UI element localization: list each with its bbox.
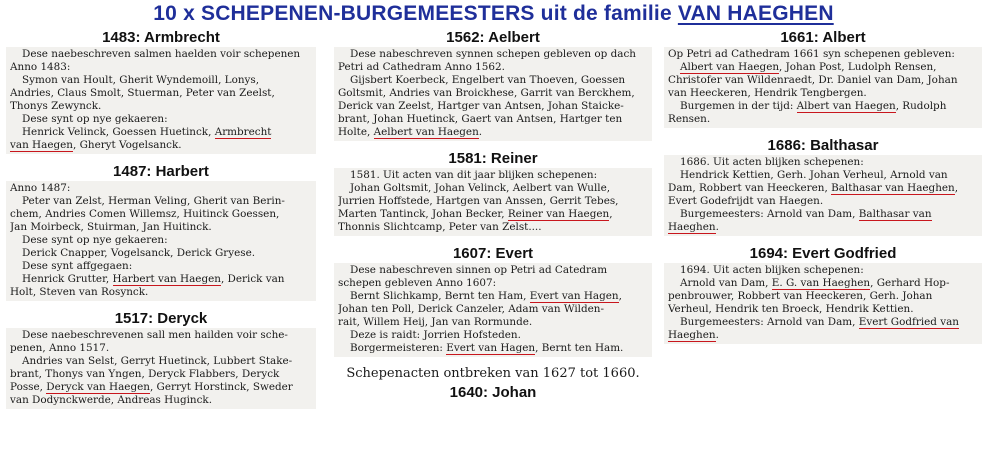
text-line: penen, Anno 1517.: [10, 342, 110, 354]
section-1661: [664, 28, 982, 128]
underlined-name: Armbrecht: [214, 126, 272, 138]
underlined-name: van Haegen: [10, 139, 73, 151]
missing-records-note: Schepenacten ontbreken van 1627 tot 1660.: [346, 366, 640, 381]
text-line: brant, Thonys van Yngen, Deryck Flabbers, Deryck: [10, 368, 280, 380]
text-line: [668, 221, 978, 234]
text-line: [668, 61, 978, 74]
text-line: Johan ten Poll, Derick Canzeler, Adam van Wilden-: [338, 303, 604, 315]
section-heading: 1483: Armbrecht: [102, 29, 220, 46]
text-line: penbrouwer, Robbert van Heeckeren, Gerh. Johan: [668, 290, 933, 302]
section-heading: 1562: Aelbert: [446, 29, 540, 46]
text-line: Dese naebeschrevenen sall men hailden voir sche-: [22, 329, 288, 341]
text-part: Burgemeesters: Arnold van Dam,: [680, 316, 859, 328]
text-line: 1686. Uit acten blijken schepenen:: [680, 156, 864, 168]
section-1487: [6, 162, 316, 301]
text-part: ,: [954, 182, 959, 194]
text-line: [668, 208, 978, 221]
text-part: Dam, Robbert van Heeckeren,: [668, 182, 832, 194]
text-line: Evert Godefrijdt van Haegen.: [668, 195, 824, 207]
underlined-name: Harbert van Haegen: [112, 273, 221, 285]
text-line: Johan Goltsmit, Johan Velinck, Aelbert van Wulle,: [350, 182, 611, 194]
underlined-name: Haeghen: [668, 329, 716, 341]
underlined-name: Evert Godfried van: [858, 316, 960, 328]
text-line: Dese synt affgegaen:: [22, 260, 133, 272]
text-line: Rensen.: [668, 113, 711, 125]
text-line: [668, 100, 978, 113]
text-line: Symon van Hoult, Gherit Wyndemoill, Lonys,: [22, 74, 260, 86]
underlined-name: Albert van Haegen: [796, 100, 896, 112]
column-middle: [334, 28, 652, 402]
underlined-name: Reiner van Haegen: [507, 208, 610, 220]
text-part: ,: [618, 290, 622, 302]
scanned-excerpt: [334, 47, 652, 141]
section-heading: 1607: Evert: [452, 245, 534, 262]
scanned-excerpt: [664, 155, 982, 236]
text-line: van Heeckeren, Hendrik Tengbergen.: [668, 87, 867, 99]
scanned-excerpt: [664, 47, 982, 128]
text-line: [668, 329, 978, 342]
text-part: , Rudolph: [895, 100, 947, 112]
text-line: Op Petri ad Cathedram 1661 syn schepenen gebleven:: [668, 48, 955, 60]
text-line: Dese naebeschreven salmen haelden voir schepenen: [22, 48, 301, 60]
text-part: Borgermeisteren:: [350, 342, 447, 354]
text-line: Derick van Zeelst, Hartger van Antsen, Johan Staicke-: [338, 100, 624, 112]
text-line: Thonnis Slichtcamp, Peter van Zelst....: [338, 221, 542, 233]
underlined-name: E. G. van Haeghen: [771, 277, 871, 289]
text-part: , Derick van: [220, 273, 285, 285]
text-line: 1694. Uit acten blijken schepenen:: [680, 264, 864, 276]
text-line: Andries van Selst, Gerryt Huetinck, Lubbert Stake-: [22, 355, 293, 367]
scanned-excerpt: [6, 181, 316, 301]
text-line: [668, 277, 978, 290]
underlined-name: Deryck van Haegen: [46, 381, 150, 393]
text-line: Jurrien Hoffstede, Hartgen van Anssen, Gerrit Tebes,: [338, 195, 619, 207]
section-heading: 1694: Evert Godfried: [749, 245, 897, 262]
text-line: Andries, Claus Smolt, Stuerman, Peter van Zeelst,: [10, 87, 275, 99]
text-line: chem, Andries Comen Willemsz, Huitinck Goessen,: [10, 208, 280, 220]
text-line: Deze is raidt: Jorrien Hofsteden.: [350, 329, 521, 341]
text-line: Thonys Zewynck.: [10, 100, 102, 112]
underlined-name: Aelbert van Haegen: [373, 126, 479, 138]
column-right: [664, 28, 982, 344]
underlined-name: Balthasar van Haeghen: [831, 182, 955, 194]
scanned-excerpt: [334, 168, 652, 236]
text-part: Burgemeesters: Arnold van Dam,: [680, 208, 859, 220]
underlined-name: Evert van Hagen: [529, 290, 619, 302]
section-1517: [6, 309, 316, 409]
text-line: [668, 182, 978, 195]
text-line: Dese synt op nye gekaeren:: [22, 113, 168, 125]
underlined-name: Haeghen: [668, 221, 716, 233]
text-part: Henrick Velinck, Goessen Huetinck,: [22, 126, 215, 138]
section-1581: [334, 149, 652, 236]
text-line: Petri ad Cathedram Anno 1562.: [338, 61, 505, 73]
text-part: , Gerhard Hop-: [870, 277, 950, 289]
text-line: Derick Cnapper, Vogelsanck, Derick Gryese.: [22, 247, 256, 259]
text-line: Anno 1487:: [10, 182, 71, 194]
text-part: Holte,: [338, 126, 374, 138]
text-part: , Bernt ten Ham.: [535, 342, 624, 354]
section-1686: [664, 136, 982, 236]
text-line: [668, 316, 978, 329]
section-1483: [6, 28, 316, 154]
underlined-name: Balthasar van: [858, 208, 932, 220]
section-heading: 1661: Albert: [780, 29, 866, 46]
text-line: schepen gebleven Anno 1607:: [338, 277, 497, 289]
section-heading: 1640: Johan: [449, 384, 537, 401]
text-line: Dese nabeschreven synnen schepen gebleven op dach: [350, 48, 636, 60]
text-line: [338, 290, 648, 303]
text-line: 1581. Uit acten van dit jaar blijken schepenen:: [350, 169, 598, 181]
underlined-name: Evert van Hagen: [446, 342, 536, 354]
text-line: Goltsmit, Andries van Broickhese, Garrit van Berckhem,: [338, 87, 635, 99]
text-line: Peter van Zelst, Herman Veling, Gherit van Berin-: [22, 195, 285, 207]
text-part: ,: [609, 208, 613, 220]
column-left: [6, 28, 316, 409]
text-line: [338, 126, 648, 139]
section-heading: 1517: Deryck: [114, 310, 208, 327]
text-line: Hendrick Kettien, Gerh. Johan Verheul, Arnold van: [680, 169, 948, 181]
underlined-name: Albert van Haegen: [680, 61, 780, 73]
text-part: Burgemen in der tijd:: [680, 100, 797, 112]
text-line: Verheul, Hendrik ten Broeck, Hendrik Kettien.: [668, 303, 914, 315]
text-line: [10, 126, 312, 139]
title-family-name: VAN HAEGHEN: [677, 2, 834, 25]
text-line: brant, Johan Huetinck, Gaert van Antsen, Hartger ten: [338, 113, 623, 125]
text-line: Anno 1483:: [10, 61, 71, 73]
section-heading: 1686: Balthasar: [767, 137, 879, 154]
section-1640: [334, 383, 652, 402]
section-1562: [334, 28, 652, 141]
text-part: Arnold van Dam,: [680, 277, 772, 289]
scanned-excerpt: [6, 328, 316, 409]
scanned-excerpt: [334, 263, 652, 357]
text-part: Henrick Grutter,: [22, 273, 113, 285]
scanned-excerpt: [664, 263, 982, 344]
page-title: [0, 0, 987, 28]
text-line: Dese nabeschreven sinnen op Petri ad Catedram: [350, 264, 608, 276]
text-line: Dese synt op nye gekaeren:: [22, 234, 168, 246]
text-line: [10, 381, 312, 394]
title-main: 10 x SCHEPENEN-BURGEMEESTERS uit de familie: [153, 2, 678, 25]
scanned-excerpt: [6, 47, 316, 154]
text-line: Jan Moirbeck, Stuirman, Jan Huitinck.: [10, 221, 212, 233]
section-heading: 1581: Reiner: [448, 150, 538, 167]
section-heading: 1487: Harbert: [113, 163, 209, 180]
text-part: .: [478, 126, 483, 138]
text-line: van Dodynckwerde, Andreas Huginck.: [10, 394, 213, 406]
text-line: Holt, Steven van Rosynck.: [10, 286, 149, 298]
text-part: , Johan Post, Ludolph Rensen,: [779, 61, 937, 73]
text-line: rait, Willem Heij, Jan van Rormunde.: [338, 316, 533, 328]
text-line: Christofer van Wildenraedt, Dr. Daniel van Dam, Johan: [668, 74, 958, 86]
section-1607: [334, 244, 652, 357]
text-line: [10, 139, 312, 152]
text-part: .: [715, 221, 719, 233]
text-line: [10, 273, 312, 286]
text-part: , Gheryt Vogelsanck.: [72, 139, 182, 151]
text-part: Posse,: [10, 381, 47, 393]
text-line: [338, 208, 648, 221]
section-1694: [664, 244, 982, 344]
text-part: , Gerryt Horstinck, Sweder: [149, 381, 293, 393]
text-part: Marten Tantinck, Johan Becker,: [338, 208, 508, 220]
text-line: [338, 342, 648, 355]
text-line: Gijsbert Koerbeck, Engelbert van Thoeven, Goessen: [350, 74, 626, 86]
text-part: .: [715, 329, 719, 341]
text-part: Bernt Slichkamp, Bernt ten Ham,: [350, 290, 530, 302]
